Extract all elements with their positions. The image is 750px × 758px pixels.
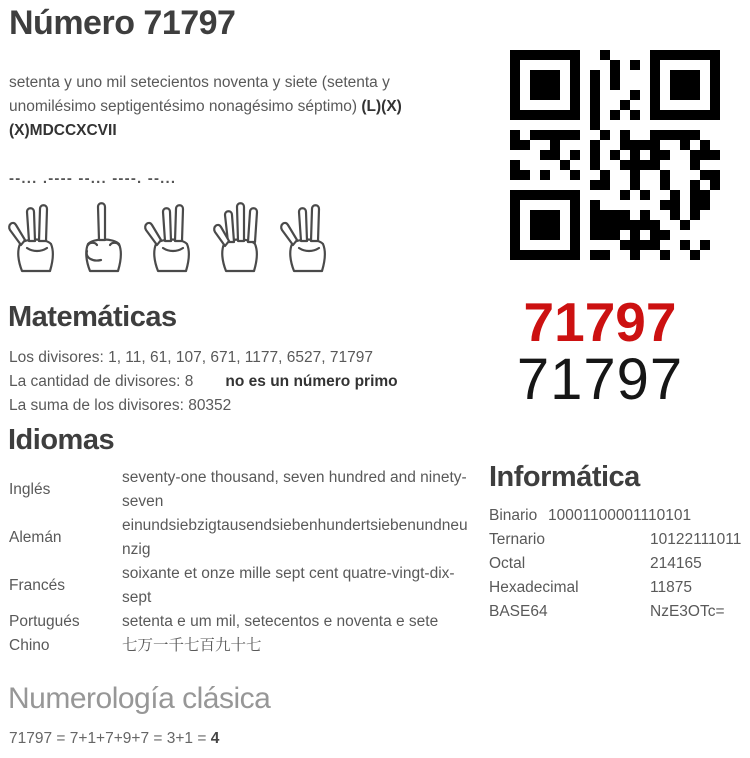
- informatics-value: 214165: [650, 555, 702, 572]
- informatics-section-heading: Informática: [489, 461, 640, 493]
- language-label: Alemán: [9, 529, 62, 546]
- informatics-value: NzE3OTc=: [650, 603, 725, 620]
- big-number-black: 71797: [516, 347, 684, 412]
- number-description: [9, 71, 457, 143]
- numerology-result: 4: [210, 730, 220, 747]
- language-value: soixante et onze mille sept cent quatre-vingt-dix-sept: [122, 565, 455, 606]
- informatics-row: [489, 528, 741, 552]
- informatics-value: 10122111011: [650, 531, 742, 548]
- not-prime-note: no es un número primo: [225, 373, 398, 390]
- language-label: Inglés: [9, 481, 51, 498]
- informatics-label: Binario: [489, 507, 538, 524]
- divisor-count-line: [9, 370, 398, 394]
- numerology-formula-text: 71797 = 7+1+7+9+7 = 3+1 =: [9, 730, 211, 747]
- language-row: [9, 466, 471, 514]
- informatics-table: [489, 504, 741, 624]
- language-value: seventy-one thousand, seven hundred and ninety-seven: [122, 469, 467, 510]
- informatics-label: Hexadecimal: [489, 579, 579, 596]
- page-title: Número 71797: [9, 4, 236, 42]
- sign-language-hands: [2, 198, 340, 278]
- language-value: 七万一千七百九十七: [122, 637, 262, 654]
- informatics-value: 11875: [650, 579, 692, 596]
- numerology-section-heading: Numerología clásica: [8, 682, 271, 715]
- language-value: setenta e um mil, setecentos e noventa e sete: [122, 613, 439, 630]
- divisors-line: Los divisores: 1, 11, 61, 107, 671, 1177, 6527, 71797: [9, 349, 373, 366]
- language-row: [9, 562, 471, 610]
- big-number-red: 71797: [523, 291, 677, 353]
- informatics-label: Octal: [489, 555, 526, 572]
- informatics-row: [489, 576, 741, 600]
- informatics-row: [489, 600, 741, 624]
- sign-language-hand-9-icon: [206, 198, 272, 278]
- informatics-row: [489, 504, 741, 528]
- qr-code: [510, 50, 720, 260]
- informatics-row: [489, 552, 741, 576]
- language-label: Chino: [9, 637, 50, 654]
- divisor-sum-line: La suma de los divisores: 80352: [9, 397, 232, 414]
- sign-language-hand-7-icon: [274, 198, 340, 278]
- morse-code-line: --... .---- --... ----. --...: [9, 170, 177, 187]
- sign-language-hand-1-icon: [70, 198, 136, 278]
- number-in-words: setenta y uno mil setecientos noventa y siete: [9, 73, 318, 91]
- divisor-count-text: La cantidad de divisores: 8: [9, 373, 194, 390]
- numerology-formula: [9, 730, 219, 748]
- languages-table: [9, 466, 471, 658]
- language-row: [9, 634, 471, 658]
- sign-language-hand-7-icon: [138, 198, 204, 278]
- language-label: Francés: [9, 577, 65, 594]
- number-ordinal: (setenta y unomilésimo septigentésimo nonagésimo séptimo): [9, 73, 390, 115]
- number-roman-numeral: (L)(X)(X)MDCCXCVII: [9, 97, 402, 139]
- sign-language-hand-7-icon: [2, 198, 68, 278]
- language-row: [9, 610, 471, 634]
- informatics-label: BASE64: [489, 603, 548, 620]
- math-section-heading: Matemáticas: [8, 301, 177, 333]
- language-row: [9, 514, 471, 562]
- language-label: Portugués: [9, 613, 80, 630]
- informatics-label: Ternario: [489, 531, 545, 548]
- math-section: [9, 346, 398, 418]
- languages-section-heading: Idiomas: [8, 424, 115, 456]
- informatics-value: 10001100001110101: [548, 507, 692, 524]
- language-value: einundsiebzigtausendsiebenhundertsiebenundneunzig: [122, 517, 468, 558]
